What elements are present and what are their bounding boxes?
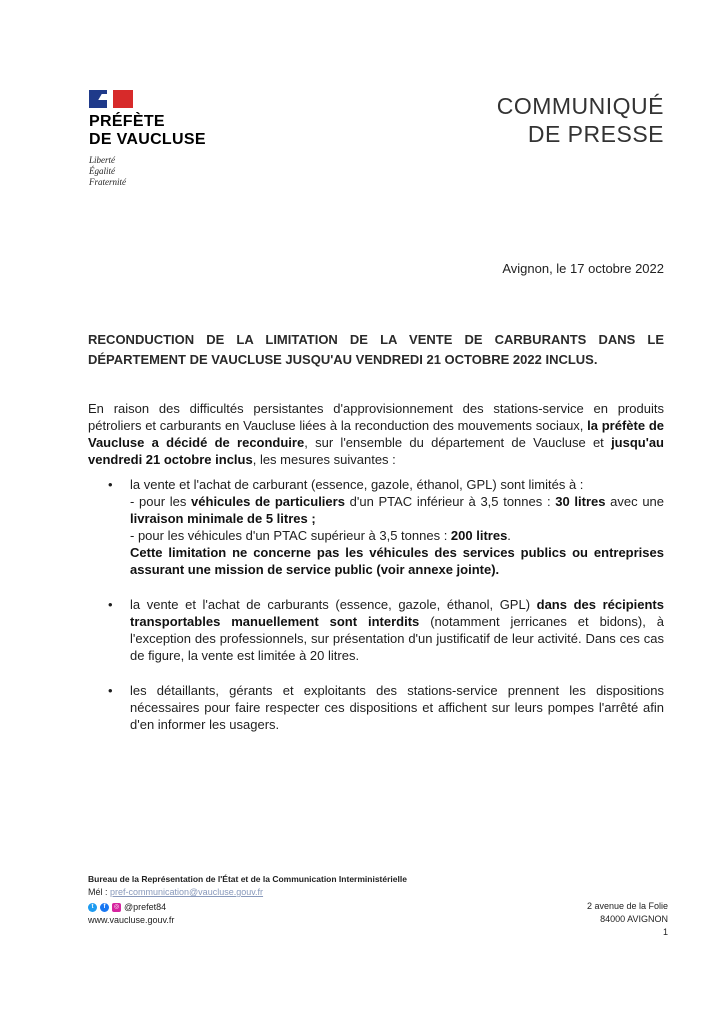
- intro-text-3: , les mesures suivantes :: [252, 452, 396, 467]
- bullet-icon: •: [108, 597, 113, 612]
- motto-liberte: Liberté: [89, 155, 115, 165]
- intro-text-1: En raison des difficultés persistantes d'approvisionnement des stations-service en produits pétroliers et carburants en Vaucluse liées à la reconduction des mouvements sociaux,: [88, 401, 664, 433]
- institution-name-line1: PRÉFÈTE: [89, 113, 165, 130]
- instagram-icon[interactable]: ◎: [113, 904, 120, 910]
- footer: [88, 873, 668, 927]
- bullet-icon: •: [108, 683, 113, 698]
- institution-name-line2: DE VAUCLUSE: [89, 131, 206, 148]
- page-number: 1: [662, 927, 668, 937]
- document-type-line2: DE PRESSE: [527, 121, 664, 147]
- motto-egalite: Égalité: [89, 166, 115, 176]
- bullet1-note: Cette limitation ne concerne pas les véhicules des services publics ou entreprises assurant une mission de service public (voir annexe jointe).: [130, 545, 664, 577]
- bullet3-text: les détaillants, gérants et exploitants des stations-service prennent les dispositions nécessaires pour faire respecter ces dispositions et affichent sur leurs pompes l'arrêté afin d'en informer les usagers.: [130, 683, 664, 732]
- document-title: RECONDUCTION DE LA LIMITATION DE LA VENTE DE CARBURANTS DANS LE DÉPARTEMENT DE VAUCLUSE JUSQU'AU VENDREDI 21 OCTOBRE 2022 INCLUS.: [88, 332, 664, 367]
- footer-address: [587, 900, 668, 939]
- bullet2-bold: dans des récipients transportables manuellement sont interdits: [130, 597, 664, 629]
- list-item: [88, 476, 664, 578]
- address-line2: 84000 AVIGNON: [600, 914, 668, 924]
- footer-social: [88, 901, 668, 914]
- facebook-icon[interactable]: f: [100, 903, 109, 912]
- mail-link[interactable]: pref-communication@vaucluse.gouv.fr: [110, 887, 264, 897]
- bullet-icon: •: [108, 477, 113, 492]
- bullet2-text-1: la vente et l'achat de carburants (essence, gazole, éthanol, GPL): [130, 597, 537, 612]
- document-date: Avignon, le 17 octobre 2022: [502, 261, 664, 276]
- list-item: [88, 682, 664, 733]
- footer-bureau: Bureau de la Représentation de l'État et de la Communication Interministérielle: [88, 874, 407, 884]
- intro-paragraph: [88, 400, 664, 468]
- twitter-icon[interactable]: t: [88, 903, 97, 912]
- list-item: [88, 596, 664, 664]
- republic-motto: [89, 155, 249, 188]
- intro-text-2: , sur l'ensemble du département de Vaucluse et: [304, 435, 612, 450]
- website-link[interactable]: www.vaucluse.gouv.fr: [88, 915, 175, 925]
- address-line1: 2 avenue de la Folie: [586, 901, 668, 911]
- bullet1-lead: la vente et l'achat de carburant (essence, gazole, éthanol, GPL) sont limités à :: [130, 477, 584, 492]
- bullet2-text-2: (notamment jerricanes et bidons), à l'exception des professionnels, sur présentation d'un justificatif de leur activité. Dans ces cas de figure, la vente est limitée à 20 litres.: [130, 614, 664, 663]
- footer-mail: Mél : pref-communication@vaucluse.gouv.fr: [88, 887, 264, 897]
- document-type: [497, 92, 664, 148]
- intro-bold-2: jusqu'au vendredi 21 octobre inclus: [88, 435, 664, 467]
- bullet1-line-heavy-vehicles: - pour les véhicules d'un PTAC supérieur à 3,5 tonnes : 200 litres.: [130, 528, 511, 543]
- prefecture-logo: [89, 90, 249, 188]
- intro-bold-1: la préfète de Vaucluse a décidé de reconduire: [88, 418, 664, 450]
- measures-list: [88, 476, 664, 751]
- document-type-line1: COMMUNIQUÉ: [496, 93, 664, 119]
- social-handle[interactable]: @prefet84: [124, 902, 167, 912]
- bullet1-line-light-vehicles: - pour les véhicules de particuliers d'un PTAC inférieur à 3,5 tonnes : 30 litres avec une livraison minimale de 5 litres ;: [130, 494, 665, 526]
- motto-fraternite: Fraternité: [89, 177, 126, 187]
- marianne-flag-icon: [89, 90, 133, 108]
